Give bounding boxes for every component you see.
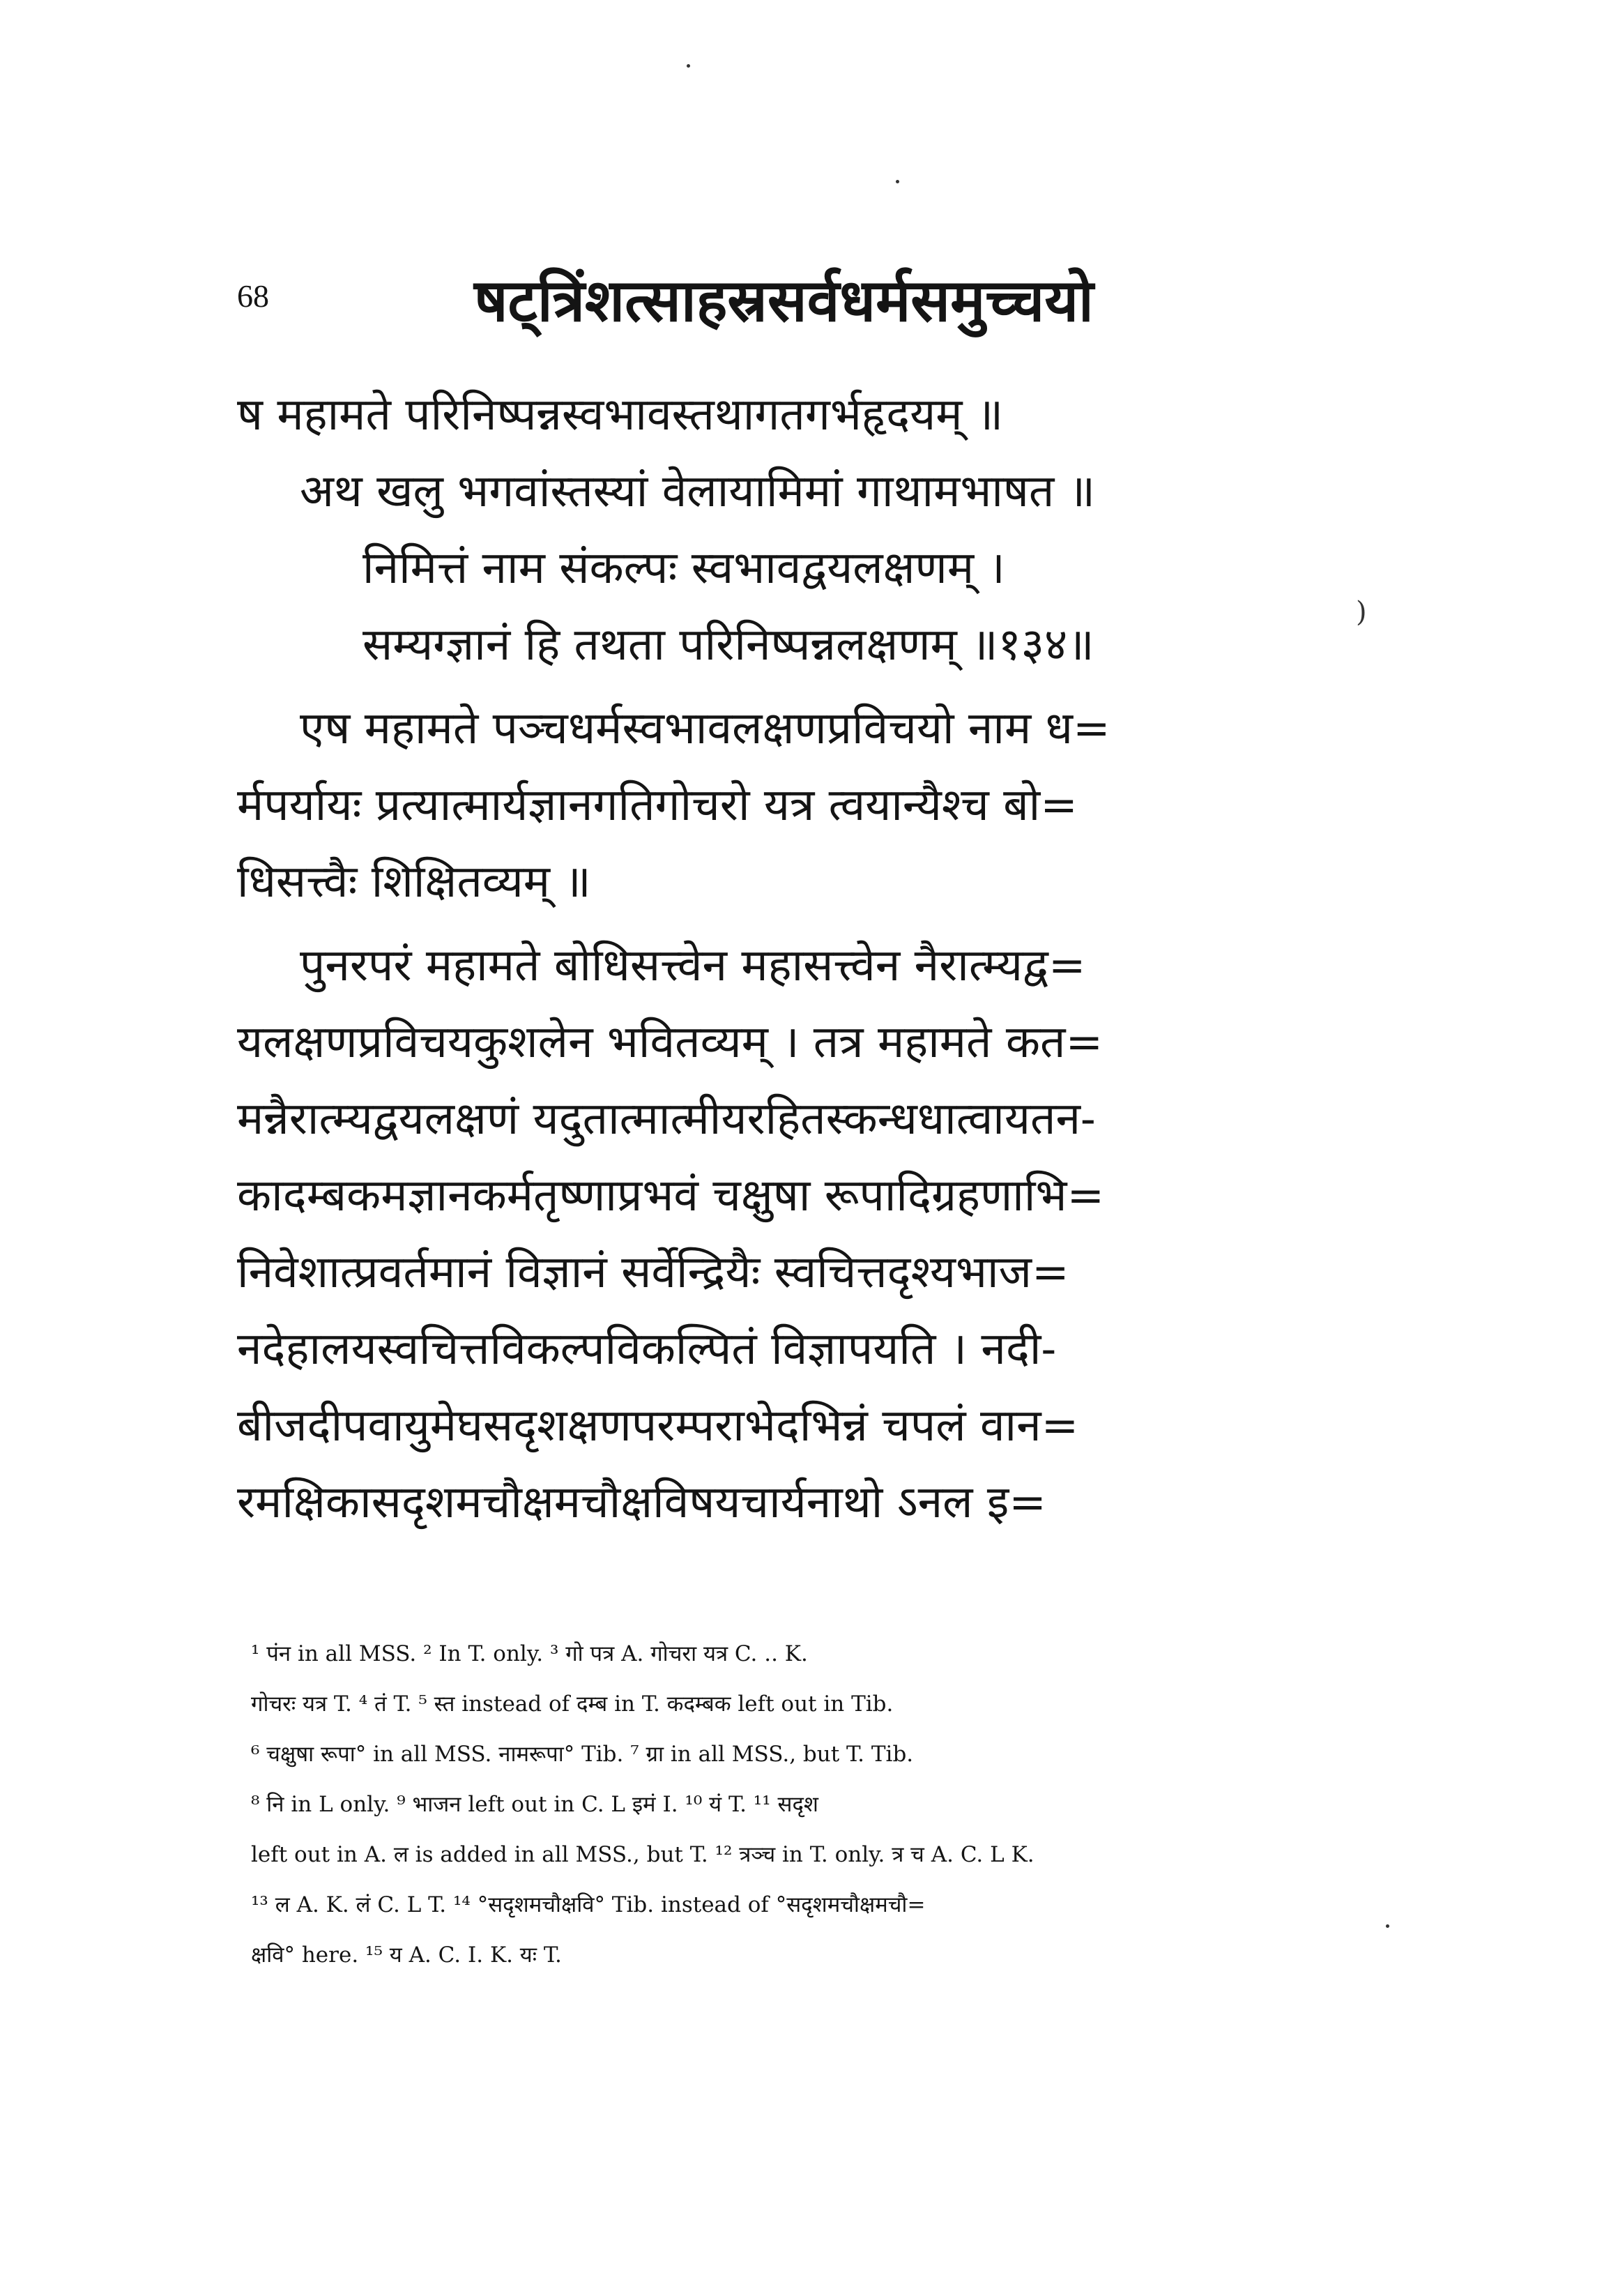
text-line: निवेशात्प्रवर्तमानं विज्ञानं सर्वेन्द्रियैः स्वचित्तदृश्यभाज= [237, 1247, 1069, 1298]
verse-line: सम्यग्ज्ञानं हि तथता परिनिष्पन्नलक्षणम् ॥१३४॥ [362, 619, 1094, 671]
text-line: कादम्बकमज्ञानकर्मतृष्णाप्रभवं चक्षुषा रूपादिग्रहणाभि= [237, 1170, 1105, 1222]
running-title: षट्त्रिंशत्साहस्रसर्वधर्मसमुच्चयो [474, 266, 1094, 335]
text-line: मन्नैरात्म्यद्वयलक्षणं यदुतात्मात्मीयरहितस्कन्धधात्वायतन- [237, 1093, 1096, 1145]
footnote-line: गोचरः यत्र T. ⁴ तं T. ⁵ स्त instead of दम्ब in T. कदम्बक left out in Tib. [251, 1691, 894, 1717]
text-line: धिसत्त्वैः शिक्षितव्यम् ॥ [237, 856, 591, 908]
text-line: अथ खलु भगवांस्तस्यां वेलायामिमां गाथामभाषत ॥ [300, 466, 1096, 517]
text-line: यलक्षणप्रविचयकुशलेन भवितव्यम् । तत्र महामते कत= [237, 1017, 1104, 1068]
footnote-line: क्षवि° here. ¹⁵ य A. C. I. K. यः T. [251, 1943, 562, 1968]
footnote-line: ⁶ चक्षुषा रूपा° in all MSS. नामरूपा° Tib. ⁷ ग्रा in all MSS., but T. Tib. [251, 1742, 914, 1767]
text-line: रमक्षिकासदृशमचौक्षमचौक्षविषयचार्यनाथो ऽनल इ= [237, 1477, 1046, 1528]
footnote-line: ⁸ नि in L only. ⁹ भाजन left out in C. L इमं I. ¹⁰ यं T. ¹¹ सदृश [251, 1792, 818, 1817]
text-line: र्मपर्यायः प्रत्यात्मार्यज्ञानगतिगोचरो यत्र त्वयान्यैश्च बो= [237, 780, 1078, 831]
footnote-line: ¹ पंन in all MSS. ² In T. only. ³ गो पत्र A. गोचरा यत्र C. .. K. [251, 1641, 808, 1666]
print-speck [896, 180, 899, 183]
text-line: बीजदीपवायुमेघसदृशक्षणपरम्पराभेदभिन्नं चपलं वान= [237, 1400, 1079, 1452]
footnote-line: ¹³ ल A. K. लं C. L T. ¹⁴ °सदृशमचौक्षवि° Tib. instead of °सदृशमचौक्षमचौ= [251, 1892, 926, 1917]
text-line: ष महामते परिनिष्पन्नस्वभावस्तथागतगर्भहृदयम् ॥ [237, 389, 1004, 441]
text-line: पुनरपरं महामते बोधिसत्त्वेन महासत्त्वेन नैरात्म्यद्व= [300, 940, 1086, 991]
print-speck [687, 64, 690, 68]
footnote-line: left out in A. ल is added in all MSS., but T. ¹² त्रञ्च in T. only. त्र च A. C. L K. [251, 1842, 1034, 1867]
running-header [237, 258, 1401, 342]
verse-line: निमित्तं नाम संकल्पः स्वभावद्वयलक्षणम् । [362, 542, 1005, 594]
margin-mark: ) [1356, 596, 1367, 628]
text-line: नदेहालयस्वचित्तविकल्पविकल्पितं विज्ञापयति । नदी- [237, 1323, 1057, 1375]
page-number: 68 [237, 278, 269, 314]
text-line: एष महामते पञ्चधर्मस्वभावलक्षणप्रविचयो नाम ध= [300, 703, 1110, 754]
